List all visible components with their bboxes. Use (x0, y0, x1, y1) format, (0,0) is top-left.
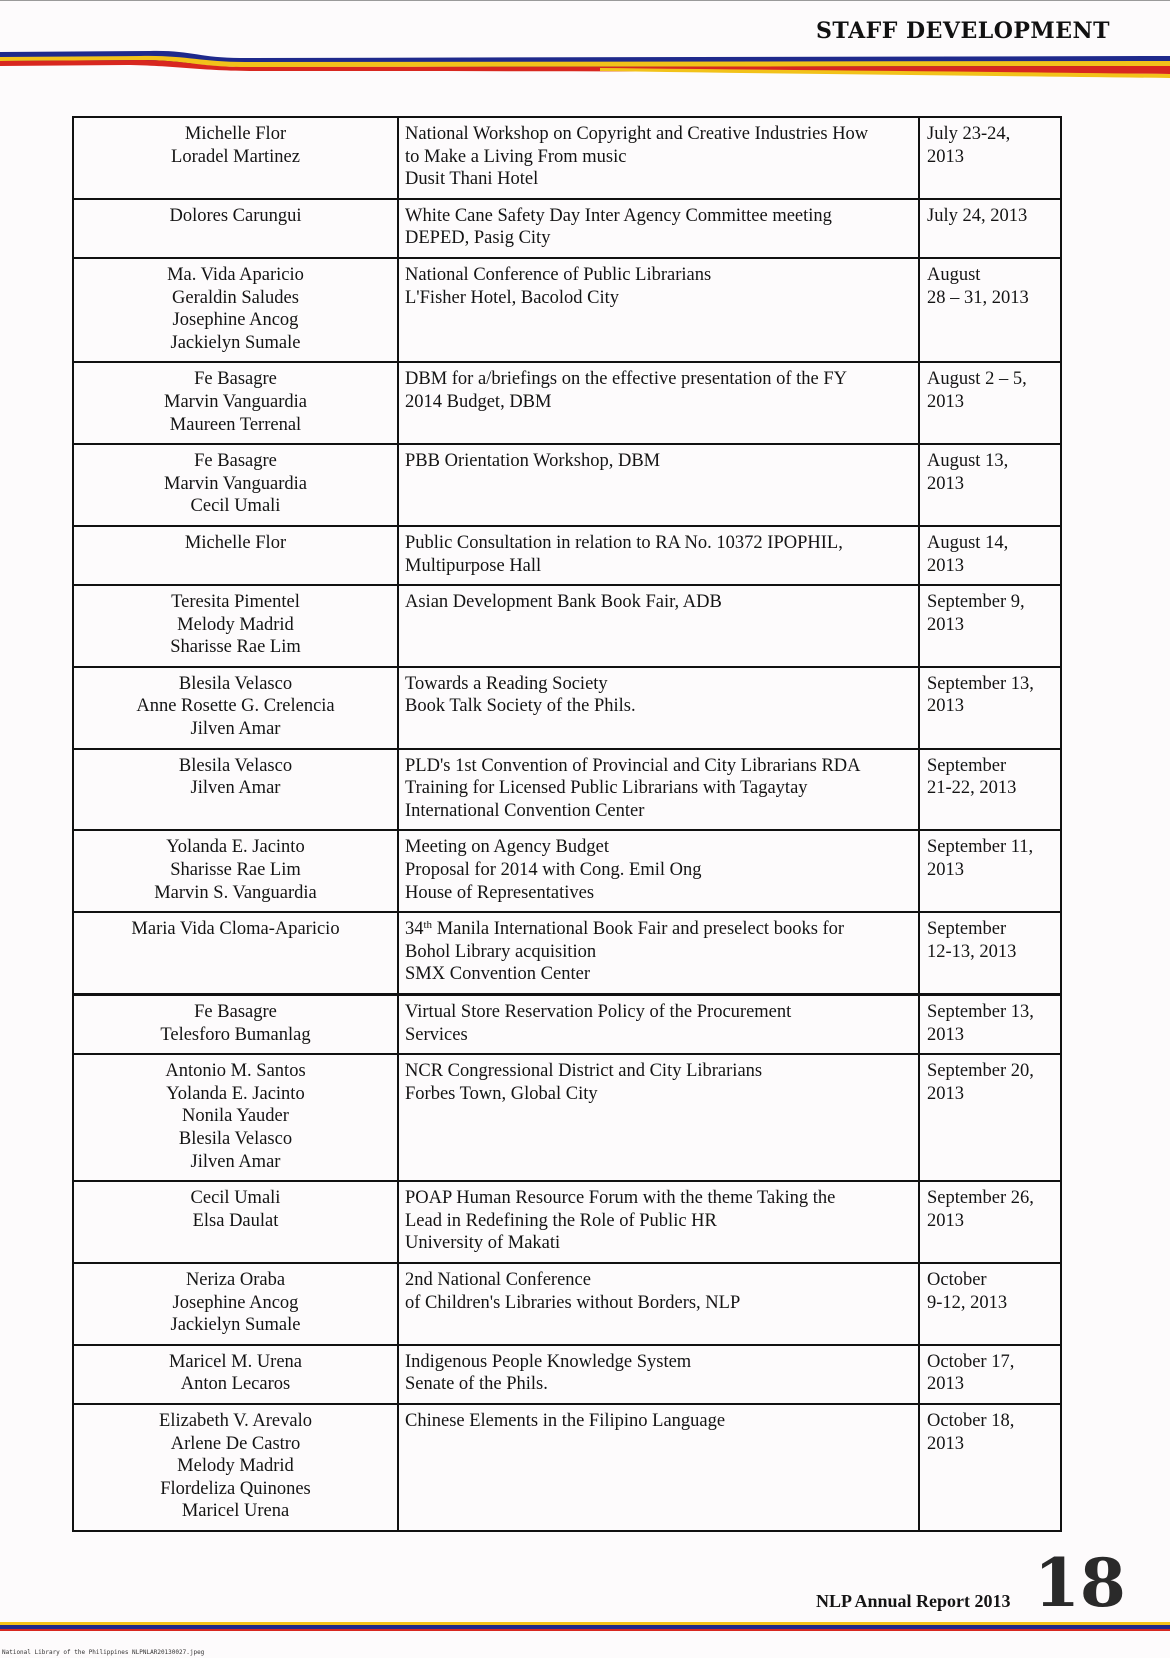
participant-name: Blesila Velasco (178, 755, 293, 776)
date-cell (919, 585, 1061, 667)
event-cell (398, 258, 919, 362)
participant-name: Jilven Amar (190, 778, 281, 799)
participants-cell (73, 1054, 398, 1181)
table-row (73, 1054, 1061, 1181)
date-line: 2013 (927, 391, 964, 412)
date-line: 2013 (927, 696, 964, 717)
participant-name: Fe Basagre (194, 451, 277, 472)
date-line: 9-12, 2013 (927, 1292, 1008, 1313)
page-top-rule (0, 0, 1170, 1)
event-line: NCR Congressional District and City Librarians (405, 1061, 763, 1082)
date-cell (919, 444, 1061, 526)
event-line: PLD's 1st Convention of Provincial and City Librarians RDA (405, 755, 861, 776)
participant-name: Maria Vida Cloma-Aparicio (131, 919, 340, 940)
date-line: September 13, (927, 673, 1034, 694)
date-line: September (927, 755, 1007, 776)
participants-cell (73, 667, 398, 749)
ordinal-number: 34 (405, 919, 424, 940)
date-line: August (927, 264, 981, 285)
table-row (73, 1263, 1061, 1345)
participant-name: Maricel M. Urena (168, 1351, 303, 1372)
date-line: 2013 (927, 860, 964, 881)
participant-name: Marvin S. Vanguardia (154, 882, 317, 903)
date-line: 2013 (927, 555, 964, 576)
participant-name: Blesila Velasco (178, 673, 293, 694)
header-banner (0, 44, 1170, 80)
event-line: Services (405, 1024, 468, 1045)
event-line: 2nd National Conference (405, 1269, 591, 1290)
participant-name: Teresita Pimentel (171, 592, 300, 613)
participants-cell (73, 1263, 398, 1345)
date-line: August 13, (927, 451, 1009, 472)
scan-file-note: National Library of the Philippines NLPNLAR20130027.jpeg (2, 1649, 205, 1656)
event-line: DEPED, Pasig City (405, 228, 551, 249)
table-row (73, 258, 1061, 362)
event-cell (398, 830, 919, 912)
participants-cell (73, 1345, 398, 1404)
date-cell (919, 830, 1061, 912)
date-cell (919, 117, 1061, 199)
participant-name: Yolanda E. Jacinto (166, 837, 305, 858)
event-line: Proposal for 2014 with Cong. Emil Ong (405, 860, 702, 881)
table-row (73, 1345, 1061, 1404)
participants-cell (73, 199, 398, 258)
event-line: White Cane Safety Day Inter Agency Committee meeting (405, 205, 832, 226)
participant-name: Marvin Vanguardia (164, 473, 307, 494)
event-cell (398, 199, 919, 258)
event-line: Asian Development Bank Book Fair, ADB (405, 592, 722, 613)
date-line: 2013 (927, 1374, 964, 1395)
event-line: PBB Orientation Workshop, DBM (405, 451, 661, 472)
participant-name: Maureen Terrenal (169, 414, 302, 435)
date-cell (919, 995, 1061, 1055)
participant-name: Michelle Flor (184, 532, 287, 553)
participant-name: Josephine Ancog (172, 310, 299, 331)
event-cell (398, 444, 919, 526)
event-line: Virtual Store Reservation Policy of the Procurement (405, 1002, 792, 1022)
date-line: October 18, (927, 1410, 1015, 1431)
date-line: 2013 (927, 473, 964, 494)
event-cell (398, 995, 919, 1055)
event-line: International Convention Center (405, 800, 645, 821)
date-cell (919, 1181, 1061, 1263)
date-line: September 20, (927, 1061, 1034, 1082)
table-row (73, 830, 1061, 912)
participants-cell (73, 526, 398, 585)
participant-name: Neriza Oraba (185, 1269, 286, 1290)
participant-name: Nonila Yauder (182, 1106, 289, 1127)
date-line: September 13, (927, 1002, 1034, 1022)
participant-name: Maricel Urena (181, 1501, 290, 1522)
date-line: 2013 (927, 1433, 964, 1454)
participants-cell (73, 830, 398, 912)
event-line: Meeting on Agency Budget (405, 837, 609, 858)
participant-name: Fe Basagre (194, 369, 277, 390)
participant-name: Blesila Velasco (178, 1128, 293, 1149)
event-cell (398, 667, 919, 749)
event-line: Dusit Thani Hotel (405, 169, 539, 190)
table-row (73, 1181, 1061, 1263)
date-line: July 23-24, (927, 124, 1011, 144)
participants-cell (73, 912, 398, 994)
date-line: 2013 (927, 1024, 964, 1045)
date-line: October 17, (927, 1351, 1015, 1372)
participant-name: Anton Lecaros (180, 1374, 291, 1395)
event-cell (398, 526, 919, 585)
date-line: September 11, (927, 837, 1034, 858)
table-row (73, 444, 1061, 526)
participant-name: Jackielyn Sumale (170, 1315, 301, 1336)
date-cell (919, 667, 1061, 749)
date-cell (919, 362, 1061, 444)
event-line-rest: Manila International Book Fair and preselect books for (432, 919, 845, 940)
date-cell (919, 749, 1061, 831)
date-line: 2013 (927, 146, 964, 167)
date-cell (919, 1263, 1061, 1345)
event-cell (398, 585, 919, 667)
participant-name: Yolanda E. Jacinto (166, 1083, 305, 1104)
event-line: Public Consultation in relation to RA No. 10372 IPOPHIL, (405, 532, 843, 553)
event-line: House of Representatives (405, 882, 595, 903)
event-line: University of Makati (405, 1233, 561, 1254)
participant-name: Jackielyn Sumale (170, 332, 301, 353)
participant-name: Josephine Ancog (172, 1292, 299, 1313)
participant-name: Telesforo Bumanlag (160, 1024, 311, 1045)
participants-cell (73, 1404, 398, 1531)
participant-name: Jilven Amar (190, 719, 281, 740)
participant-name: Melody Madrid (177, 1456, 294, 1477)
date-line: October (927, 1269, 987, 1290)
participant-name: Michelle Flor (184, 124, 287, 144)
participant-name: Marvin Vanguardia (164, 391, 307, 412)
event-cell (398, 749, 919, 831)
event-cell (398, 1404, 919, 1531)
participants-cell (73, 444, 398, 526)
event-line: Senate of the Phils. (405, 1374, 548, 1395)
table-row (73, 585, 1061, 667)
event-line (405, 918, 912, 941)
participant-name: Fe Basagre (194, 1002, 277, 1022)
date-cell (919, 258, 1061, 362)
date-line: 2013 (927, 614, 964, 635)
date-line: August 14, (927, 532, 1009, 553)
participant-name: Loradel Martinez (171, 146, 300, 167)
section-title: STAFF DEVELOPMENT (816, 18, 1110, 44)
table-row (73, 1404, 1061, 1531)
date-line: 28 – 31, 2013 (927, 287, 1029, 308)
participant-name: Cecil Umali (190, 496, 281, 517)
event-line: Forbes Town, Global City (405, 1083, 598, 1104)
participant-name: Ma. Vida Aparicio (167, 264, 304, 285)
event-cell (398, 1263, 919, 1345)
event-line: SMX Convention Center (405, 964, 590, 985)
date-line: 12-13, 2013 (927, 941, 1017, 962)
date-cell (919, 1404, 1061, 1531)
table-row (73, 526, 1061, 585)
event-cell (398, 1054, 919, 1181)
table-row (73, 912, 1061, 994)
date-line: September 26, (927, 1188, 1034, 1209)
participants-cell (73, 117, 398, 199)
event-line: Chinese Elements in the Filipino Language (405, 1410, 726, 1431)
event-line: National Conference of Public Librarians (405, 264, 712, 285)
event-line: POAP Human Resource Forum with the theme Taking the (405, 1188, 836, 1209)
date-line: 2013 (927, 1083, 964, 1104)
participant-name: Cecil Umali (190, 1188, 281, 1209)
event-line: L'Fisher Hotel, Bacolod City (405, 287, 620, 308)
participants-cell (73, 1181, 398, 1263)
participants-cell (73, 258, 398, 362)
table-row (73, 117, 1061, 199)
report-label: NLP Annual Report 2013 (816, 1591, 1011, 1611)
event-cell (398, 362, 919, 444)
date-cell (919, 526, 1061, 585)
event-line: 2014 Budget, DBM (405, 391, 552, 412)
participant-name: Arlene De Castro (170, 1433, 301, 1454)
event-line: of Children's Libraries without Borders, NLP (405, 1292, 741, 1313)
event-line: DBM for a/briefings on the effective presentation of the FY (405, 369, 847, 390)
date-cell (919, 1345, 1061, 1404)
participant-name: Elizabeth V. Arevalo (159, 1410, 312, 1431)
footer-band (0, 1620, 1170, 1634)
participants-cell (73, 995, 398, 1055)
participant-name: Elsa Daulat (192, 1210, 279, 1231)
page-number: 18 (1034, 1544, 1126, 1622)
date-cell (919, 1054, 1061, 1181)
date-line: August 2 – 5, (927, 369, 1027, 390)
event-line: Indigenous People Knowledge System (405, 1351, 692, 1372)
event-line: Towards a Reading Society (405, 673, 608, 694)
event-cell (398, 117, 919, 199)
date-line: July 24, 2013 (927, 205, 1028, 226)
participant-name: Melody Madrid (177, 614, 294, 635)
date-line: September 9, (927, 592, 1025, 613)
event-cell (398, 912, 919, 994)
table-row (73, 362, 1061, 444)
date-line: 2013 (927, 1210, 964, 1231)
date-cell (919, 912, 1061, 994)
event-line: Training for Licensed Public Librarians with Tagaytay (405, 778, 808, 799)
event-cell (398, 1345, 919, 1404)
staff-development-table (72, 116, 1062, 1532)
participant-name: Antonio M. Santos (165, 1061, 306, 1082)
participant-name: Sharisse Rae Lim (170, 860, 301, 881)
table-row (73, 199, 1061, 258)
participant-name: Sharisse Rae Lim (170, 637, 301, 658)
ordinal-suffix: th (423, 919, 433, 932)
participants-cell (73, 585, 398, 667)
participant-name: Anne Rosette G. Crelencia (136, 696, 335, 717)
event-line: Book Talk Society of the Phils. (405, 696, 636, 717)
event-line: Lead in Redefining the Role of Public HR (405, 1210, 717, 1231)
table-row (73, 749, 1061, 831)
date-line: September (927, 919, 1007, 940)
participant-name: Dolores Carungui (169, 205, 302, 226)
participant-name: Jilven Amar (190, 1151, 281, 1172)
event-line: to Make a Living From music (405, 146, 627, 167)
participant-name: Flordeliza Quinones (160, 1478, 311, 1499)
date-cell (919, 199, 1061, 258)
event-cell (398, 1181, 919, 1263)
event-line: National Workshop on Copyright and Creative Industries How (405, 124, 869, 144)
date-line: 21-22, 2013 (927, 778, 1017, 799)
table-row (73, 667, 1061, 749)
event-line: Bohol Library acquisition (405, 941, 597, 962)
event-line: Multipurpose Hall (405, 555, 542, 576)
participants-cell (73, 749, 398, 831)
participant-name: Geraldin Saludes (172, 287, 299, 308)
participants-cell (73, 362, 398, 444)
table-row (73, 995, 1061, 1055)
